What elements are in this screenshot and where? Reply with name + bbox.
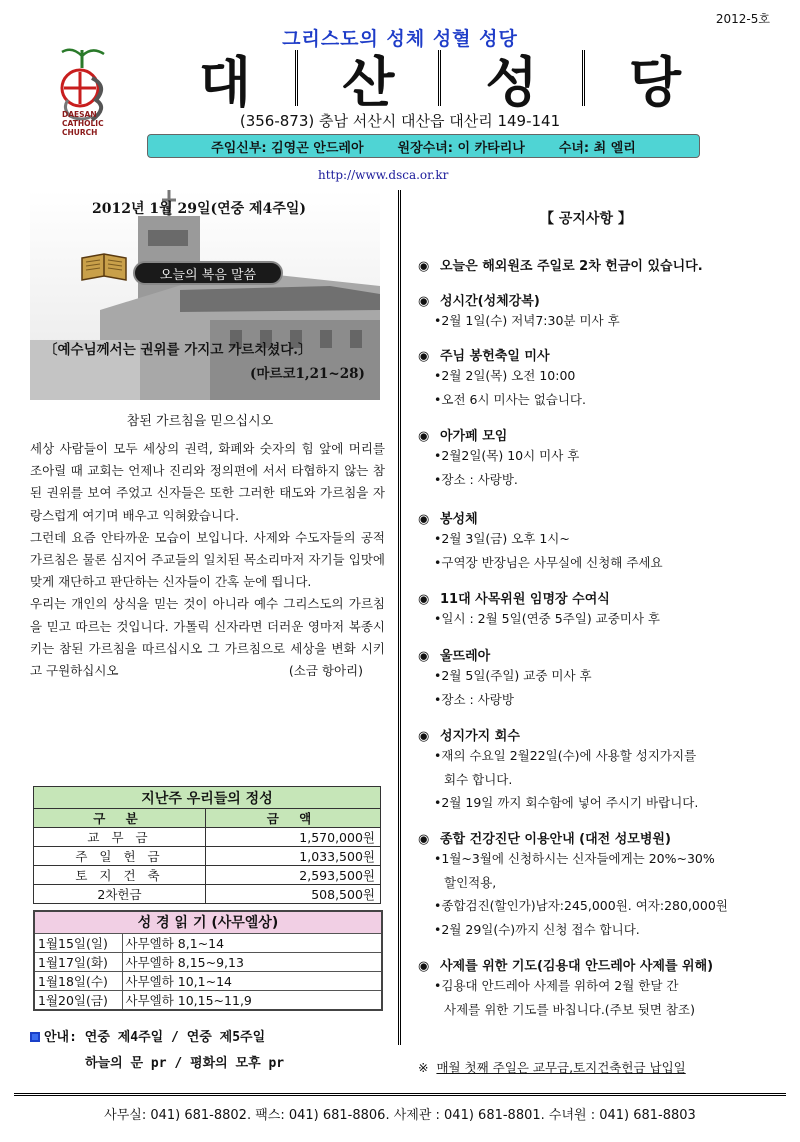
target-bullet-icon: ◉ bbox=[418, 729, 430, 744]
notice-title: ◉ 오늘은 해외원조 주일로 2차 헌금이 있습니다. bbox=[418, 259, 703, 274]
notice-item bbox=[418, 345, 788, 411]
staff-sister: 수녀: 최 엘리 bbox=[558, 140, 636, 156]
target-bullet-icon: ◉ bbox=[418, 592, 430, 607]
offering-col-amount: 금 액 bbox=[206, 809, 381, 828]
target-bullet-icon: ◉ bbox=[418, 259, 430, 274]
gospel-quote: 〔예수님께서는 권위를 가지고 가르치셨다.〕 bbox=[44, 342, 312, 358]
notice-line: •재의 수요일 2월22일(수)에 사용할 성지가지를 bbox=[434, 748, 697, 763]
target-bullet-icon: ◉ bbox=[418, 959, 430, 974]
website-link[interactable]: http://www.dsca.or.kr bbox=[318, 168, 449, 182]
notice-title: ◉ 성지가지 회수 bbox=[418, 729, 520, 744]
notice-line: •2월 29일(수)까지 신청 접수 합니다. bbox=[434, 921, 640, 937]
table-row: 1월15일(일) 사무엘하 8,1~14 bbox=[34, 933, 382, 952]
footer-rule bbox=[14, 1093, 786, 1096]
homily-paragraph: 세상 사람들이 모두 세상의 권력, 화폐와 숫자의 힘 앞에 머리를 조아릴 때 교회는 언제나 진리와 정의편에 서서 타협하지 않는 참된 권위를 보여 주었고 신자들은 또한 그러한 태도와 가르침을 자랑스럽게 여기며 배우고 익혀왔습니다. bbox=[30, 441, 385, 523]
notice-line: •2월 3일(금) 오후 1시~ bbox=[434, 531, 570, 546]
notice-item bbox=[418, 508, 788, 574]
staff-bar bbox=[147, 134, 700, 158]
table-row: 2차헌금 508,500원 bbox=[34, 885, 381, 904]
notice-title: ◉ 11대 사목위원 임명장 수여식 bbox=[418, 592, 610, 607]
notice-line: •구역장 반장님은 사무실에 신청해 주세요 bbox=[434, 554, 663, 570]
gospel-badge: 오늘의 복음 말씀 bbox=[133, 261, 283, 285]
notice-line: 회수 합니다. bbox=[444, 771, 513, 787]
homily-title: 참된 가르침을 믿으십시오 bbox=[126, 414, 274, 429]
notice-line: •2월 1일(수) 저녁7:30분 미사 후 bbox=[434, 313, 620, 328]
table-row: 교 무 금 1,570,000원 bbox=[34, 828, 381, 847]
square-bullet-icon bbox=[30, 1032, 40, 1042]
notice-line: •장소 : 사랑방. bbox=[434, 471, 518, 487]
notice-line: •김용대 안드레아 사제를 위하여 2월 한달 간 bbox=[434, 978, 679, 993]
homily-paragraph: 우리는 개인의 상식을 믿는 것이 아니라 예수 그리스도의 가르침을 믿고 따르는 것입니다. 가톨릭 신자라면 더러운 영마저 복종시키는 참된 가르침을 따르십시오 그 가르침으로 세상을 변화 시키고 구원하십시오 (소금 항아리) bbox=[30, 593, 385, 682]
notice-item bbox=[418, 645, 788, 711]
notice-line: •1월~3월에 신청하시는 신자들에게는 20%~30% bbox=[434, 851, 715, 866]
notice-item bbox=[418, 725, 788, 815]
notice-line: 사제를 위한 기도를 바칩니다.(주보 뒷면 참조) bbox=[444, 1001, 695, 1017]
staff-pastor: 주임신부: 김영곤 안드레아 bbox=[211, 140, 364, 156]
notice-line: •2월2일(목) 10시 미사 후 bbox=[434, 448, 580, 463]
homily-paragraph: 그런데 요즘 안타까운 모습이 보입니다. 사제와 수도자들의 공적 가르침은 물론 심지어 주교들의 일치된 목소리마저 자기들 입맛에 맞게 재단하고 판단하는 신자들이 간혹 눈에 띕니다. bbox=[30, 529, 385, 590]
title-char: 성 bbox=[485, 50, 538, 114]
homily-text bbox=[30, 438, 385, 682]
notice-line: •2월 5일(주일) 교중 미사 후 bbox=[434, 668, 592, 683]
notice-line: •종합검진(할인가)남자:245,000원. 여자:280,000원 bbox=[434, 898, 728, 913]
homily-author: (소금 항아리) bbox=[288, 663, 363, 679]
main-title bbox=[160, 48, 720, 114]
title-char: 당 bbox=[628, 50, 682, 114]
bible-icon bbox=[80, 250, 128, 284]
issue-number: 2012-5호 bbox=[715, 12, 770, 26]
title-separator bbox=[438, 50, 441, 106]
notice-item bbox=[418, 425, 788, 491]
target-bullet-icon: ◉ bbox=[418, 832, 430, 847]
target-bullet-icon: ◉ bbox=[418, 512, 430, 527]
bottom-note: ※ 매월 첫째 주일은 교무금,토지건축헌금 납입일 bbox=[418, 1060, 686, 1075]
address: (356-873) 충남 서산시 대산읍 대산리 149-141 bbox=[239, 112, 561, 130]
notice-line: •일시 : 2월 5일(연중 5주일) 교중미사 후 bbox=[434, 611, 661, 626]
table-row: 토 지 건 축 2,593,500원 bbox=[34, 866, 381, 885]
notice-line: •장소 : 사랑방 bbox=[434, 691, 514, 707]
notice-item bbox=[418, 828, 788, 941]
target-bullet-icon: ◉ bbox=[418, 349, 430, 364]
notice-item bbox=[418, 255, 788, 274]
notices-title: 【 공지사항 】 bbox=[540, 211, 632, 227]
guide-label: 안내: 연중 제4주일 / 연중 제5주일 bbox=[30, 1026, 265, 1045]
offering-col-label: 구 분 bbox=[34, 809, 206, 828]
notice-title: ◉ 사제를 위한 기도(김용대 안드레아 사제를 위해) bbox=[418, 959, 714, 974]
notice-item bbox=[418, 290, 788, 333]
gospel-reference: (마르코1,21~28) bbox=[250, 366, 365, 382]
guide-gates: 하늘의 문 pr / 평화의 모후 pr bbox=[85, 1056, 285, 1071]
notice-title: ◉ 주님 봉헌축일 미사 bbox=[418, 349, 550, 364]
notice-title: ◉ 봉성체 bbox=[418, 512, 478, 527]
table-row: 1월17일(화) 사무엘하 8,15~9,13 bbox=[34, 952, 382, 971]
footer-contacts: 사무실: 041) 681-8802. 팩스: 041) 681-8806. 사제관 : 041) 681-8801. 수녀원 : 041) 681-8803 bbox=[104, 1108, 696, 1123]
notice-title: ◉ 성시간(성체강복) bbox=[418, 294, 540, 309]
notice-title: ◉ 울뜨레아 bbox=[418, 649, 491, 664]
notice-line: •2월 2일(목) 오전 10:00 bbox=[434, 368, 576, 383]
table-row: 주 일 헌 금 1,033,500원 bbox=[34, 847, 381, 866]
reading-title: 성 경 읽 기 (사무엘상) bbox=[34, 911, 382, 933]
title-char: 산 bbox=[342, 50, 395, 114]
table-row: 1월20일(금) 사무엘하 10,15~11,9 bbox=[34, 990, 382, 1010]
table-row: 1월18일(수) 사무엘하 10,1~14 bbox=[34, 971, 382, 990]
notice-title: ◉ 아가페 모임 bbox=[418, 429, 508, 444]
staff-superior: 원장수녀: 이 카타리나 bbox=[397, 140, 525, 156]
parish-subtitle: 그리스도의 성체 성혈 성당 bbox=[282, 28, 518, 50]
target-bullet-icon: ◉ bbox=[418, 429, 430, 444]
offering-title: 지난주 우리들의 정성 bbox=[34, 787, 381, 809]
notice-line: •오전 6시 미사는 없습니다. bbox=[434, 391, 586, 407]
target-bullet-icon: ◉ bbox=[418, 294, 430, 309]
title-separator bbox=[582, 50, 585, 106]
date-line: 2012년 1월 29일(연중 제4주일) bbox=[92, 201, 306, 217]
title-char: 대 bbox=[198, 50, 252, 114]
notice-line: •2월 19일 까지 회수함에 넣어 주시기 바랍니다. bbox=[434, 795, 699, 810]
notice-item bbox=[418, 955, 788, 1021]
logo-text: DAESAN CATHOLIC CHURCH bbox=[62, 110, 104, 137]
church-logo-icon bbox=[52, 42, 112, 162]
column-divider bbox=[398, 190, 401, 1045]
notice-title: ◉ 종합 건강진단 이용안내 (대전 성모병원) bbox=[418, 832, 671, 847]
target-bullet-icon: ◉ bbox=[418, 649, 430, 664]
bible-reading-table bbox=[33, 910, 383, 1011]
offering-table bbox=[33, 786, 381, 904]
title-separator bbox=[295, 50, 298, 106]
notice-line: 할인적용, bbox=[444, 874, 497, 890]
notice-item bbox=[418, 588, 788, 631]
